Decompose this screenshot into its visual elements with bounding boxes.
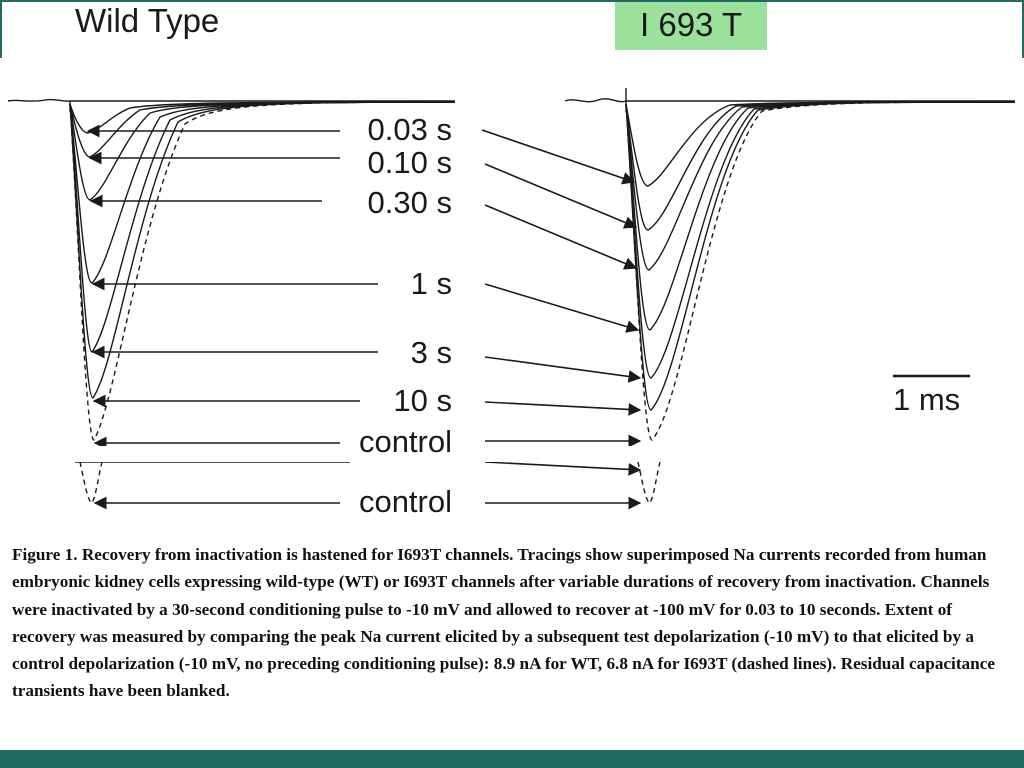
label-3s: 3 s: [410, 335, 452, 370]
duplicated-fragment: [75, 462, 640, 470]
wt-trace-control-lower: [80, 462, 102, 503]
mut-trace-0.30s: [626, 102, 1015, 270]
fragment-arrow-right: [485, 462, 640, 470]
figure-caption: Figure 1. Recovery from inactivation is hastened for I693T channels. Tracings show superimposed Na currents recorded from human embryonic kidney cells expressing wild-type (WT) or I693T channels after variable durations of recovery from inactivation. Channels were inactivated by a 30-second conditioning pulse to -10 mV and allowed to recover at -100 mV for 0.03 to 10 seconds. Extent of recovery was measured by comparing the peak Na current elicited by a subsequent test depolarization (-10 mV) to that elicited by a control depolarization (-10 mV, no preceding conditioning pulse): 8.9 nA for WT, 6.8 nA for I693T (dashed lines). Residual capacitance transients have been blanked.: [12, 545, 995, 701]
wt-baseline: [8, 99, 455, 101]
arrow-3s-right: [485, 357, 640, 378]
mutant-title: I 693 T: [640, 6, 743, 43]
mut-trace-10s: [626, 102, 1015, 410]
arrow-10s-right: [485, 402, 640, 410]
label-control: control: [358, 424, 452, 459]
label-0.30s: 0.30 s: [367, 185, 452, 220]
label-0.03s: 0.03 s: [367, 112, 452, 147]
label-0.10s: 0.10 s: [367, 145, 452, 180]
fragment-clip: [0, 446, 1024, 462]
bottom-band: [0, 750, 1024, 768]
mut-trace-0.10s: [626, 102, 1015, 230]
arrow-0.03s-right: [482, 130, 634, 182]
arrow-1s-right: [485, 284, 638, 330]
mut-trace-1s: [626, 102, 1015, 330]
label-10s: 10 s: [393, 383, 452, 418]
mut-trace-control-lower: [638, 462, 660, 503]
label-control-lower: control: [358, 484, 452, 519]
arrow-0.10s-right: [485, 164, 636, 227]
scale-bar-label: 1 ms: [893, 382, 961, 417]
wild-type-title: Wild Type: [75, 2, 220, 39]
mut-baseline: [565, 99, 1015, 102]
arrow-0.30s-right: [485, 205, 636, 268]
label-1s: 1 s: [410, 266, 452, 301]
